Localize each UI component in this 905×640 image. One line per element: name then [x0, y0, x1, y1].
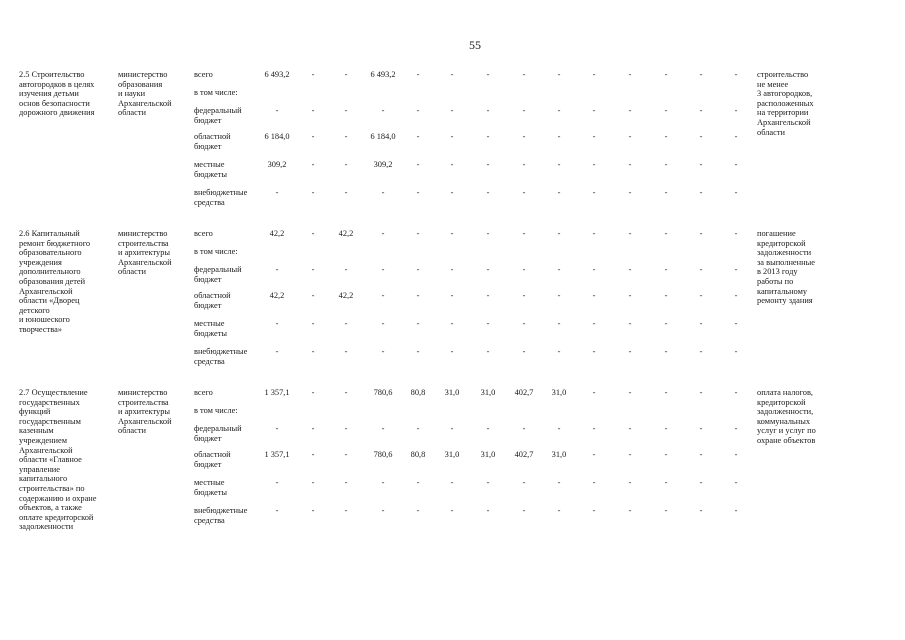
funding-source: всего [194, 388, 213, 397]
value-cell: - [734, 160, 738, 169]
value-cell: - [734, 70, 738, 79]
value-cell: - [592, 506, 596, 515]
value-cell: - [664, 188, 668, 197]
funding-source: в том числе: [194, 247, 238, 256]
value-cell: - [557, 506, 561, 515]
value-cell: - [664, 229, 668, 238]
value-cell: - [416, 160, 420, 169]
value-cell: - [734, 291, 738, 300]
value-cell: - [486, 229, 490, 238]
value-cell: - [381, 106, 385, 115]
value-cell: - [699, 265, 703, 274]
value-cell: - [416, 132, 420, 141]
value-cell: - [275, 506, 279, 515]
value-cell: - [734, 188, 738, 197]
value-cell: 42,2 [269, 291, 285, 300]
funding-source: местные бюджеты [194, 319, 228, 338]
value-cell: - [592, 347, 596, 356]
expected-result: погашение кредиторской задолженности за выполненные в 2013 году работы по капитальному ремонту здания [757, 229, 815, 306]
activity-title: 2.7 Осуществление государственных функций государственным казенным учреждением Архангельской области «Главное управление капитального строительства» по содержанию и охране объектов, а также оплате кредиторской задолженности [19, 388, 97, 532]
value-cell: - [628, 347, 632, 356]
value-cell: - [592, 388, 596, 397]
value-cell: - [699, 478, 703, 487]
value-cell: - [486, 188, 490, 197]
value-cell: - [592, 265, 596, 274]
value-cell: - [734, 229, 738, 238]
value-cell: - [450, 160, 454, 169]
value-cell: 309,2 [267, 160, 287, 169]
value-cell: - [311, 106, 315, 115]
value-cell: - [628, 506, 632, 515]
value-cell: - [699, 347, 703, 356]
value-cell: - [486, 106, 490, 115]
value-cell: - [311, 347, 315, 356]
value-cell: - [557, 188, 561, 197]
value-cell: - [734, 506, 738, 515]
value-cell: - [275, 188, 279, 197]
value-cell: - [628, 291, 632, 300]
value-cell: - [275, 478, 279, 487]
value-cell: - [275, 347, 279, 356]
value-cell: - [416, 424, 420, 433]
value-cell: - [486, 265, 490, 274]
value-cell: - [450, 229, 454, 238]
value-cell: - [344, 506, 348, 515]
value-cell: - [592, 450, 596, 459]
value-cell: - [275, 319, 279, 328]
funding-source: федеральный бюджет [194, 106, 242, 125]
value-cell: - [416, 506, 420, 515]
value-cell: - [592, 319, 596, 328]
value-cell: - [557, 347, 561, 356]
value-cell: - [450, 319, 454, 328]
value-cell: - [699, 319, 703, 328]
value-cell: - [486, 132, 490, 141]
value-cell: - [592, 70, 596, 79]
value-cell: - [486, 424, 490, 433]
funding-source: внебюджетные средства [194, 506, 248, 525]
value-cell: 42,2 [269, 229, 285, 238]
value-cell: - [522, 132, 526, 141]
value-cell: - [522, 424, 526, 433]
value-cell: 31,0 [551, 450, 567, 459]
value-cell: - [628, 478, 632, 487]
value-cell: - [344, 450, 348, 459]
value-cell: - [628, 450, 632, 459]
value-cell: - [311, 132, 315, 141]
value-cell: - [486, 319, 490, 328]
value-cell: 309,2 [373, 160, 393, 169]
value-cell: - [522, 265, 526, 274]
value-cell: - [275, 106, 279, 115]
value-cell: - [416, 106, 420, 115]
value-cell: - [450, 70, 454, 79]
page-number: 55 [469, 38, 481, 52]
value-cell: - [734, 265, 738, 274]
value-cell: - [734, 347, 738, 356]
value-cell: 402,7 [514, 450, 534, 459]
value-cell: 780,6 [373, 450, 393, 459]
value-cell: - [664, 424, 668, 433]
value-cell: - [522, 160, 526, 169]
value-cell: - [344, 106, 348, 115]
value-cell: - [381, 478, 385, 487]
value-cell: - [486, 478, 490, 487]
value-cell: - [344, 424, 348, 433]
value-cell: - [311, 478, 315, 487]
value-cell: - [664, 132, 668, 141]
value-cell: - [416, 347, 420, 356]
value-cell: - [628, 106, 632, 115]
value-cell: - [416, 265, 420, 274]
value-cell: - [486, 70, 490, 79]
value-cell: - [450, 424, 454, 433]
value-cell: - [664, 70, 668, 79]
value-cell: - [557, 106, 561, 115]
value-cell: - [311, 291, 315, 300]
value-cell: 1 357,1 [264, 388, 290, 397]
value-cell: - [416, 188, 420, 197]
value-cell: - [664, 450, 668, 459]
value-cell: - [450, 478, 454, 487]
value-cell: - [381, 291, 385, 300]
value-cell: - [486, 347, 490, 356]
value-cell: - [311, 424, 315, 433]
value-cell: - [628, 388, 632, 397]
activity-title: 2.5 Строительство автогородков в целях изучения детьми основ безопасности дорожного движения [19, 70, 95, 118]
value-cell: - [699, 506, 703, 515]
value-cell: - [664, 106, 668, 115]
value-cell: - [450, 106, 454, 115]
value-cell: - [699, 450, 703, 459]
value-cell: - [699, 229, 703, 238]
value-cell: 31,0 [480, 450, 496, 459]
value-cell: 780,6 [373, 388, 393, 397]
funding-source: в том числе: [194, 406, 238, 415]
value-cell: - [592, 160, 596, 169]
funding-source: местные бюджеты [194, 160, 228, 179]
value-cell: - [275, 424, 279, 433]
value-cell: - [522, 478, 526, 487]
value-cell: - [664, 265, 668, 274]
value-cell: - [628, 229, 632, 238]
value-cell: - [592, 291, 596, 300]
value-cell: - [522, 188, 526, 197]
value-cell: - [734, 319, 738, 328]
value-cell: 31,0 [480, 388, 496, 397]
value-cell: - [450, 347, 454, 356]
value-cell: 402,7 [514, 388, 534, 397]
value-cell: 1 357,1 [264, 450, 290, 459]
value-cell: 80,8 [410, 388, 426, 397]
value-cell: - [311, 450, 315, 459]
value-cell: - [699, 424, 703, 433]
value-cell: - [628, 70, 632, 79]
value-cell: 6 184,0 [370, 132, 396, 141]
value-cell: - [416, 229, 420, 238]
value-cell: - [381, 229, 385, 238]
value-cell: - [311, 229, 315, 238]
value-cell: - [664, 347, 668, 356]
funding-source: в том числе: [194, 88, 238, 97]
funding-source: всего [194, 70, 213, 79]
value-cell: - [450, 132, 454, 141]
value-cell: 6 493,2 [370, 70, 396, 79]
value-cell: - [311, 319, 315, 328]
value-cell: - [557, 132, 561, 141]
executor: министерство строительства и архитектуры Архангельской области [118, 388, 172, 436]
value-cell: - [311, 388, 315, 397]
funding-source: местные бюджеты [194, 478, 228, 497]
value-cell: - [522, 319, 526, 328]
value-cell: - [628, 265, 632, 274]
value-cell: - [381, 424, 385, 433]
value-cell: - [311, 506, 315, 515]
value-cell: - [344, 388, 348, 397]
funding-source: областной бюджет [194, 450, 231, 469]
value-cell: - [522, 291, 526, 300]
value-cell: - [311, 70, 315, 79]
value-cell: - [592, 229, 596, 238]
value-cell: - [486, 291, 490, 300]
value-cell: - [592, 424, 596, 433]
value-cell: - [381, 347, 385, 356]
value-cell: - [486, 506, 490, 515]
value-cell: - [699, 160, 703, 169]
value-cell: - [381, 319, 385, 328]
value-cell: - [557, 265, 561, 274]
value-cell: 42,2 [338, 229, 354, 238]
value-cell: - [344, 132, 348, 141]
value-cell: - [628, 160, 632, 169]
value-cell: - [734, 424, 738, 433]
value-cell: - [699, 388, 703, 397]
funding-source: федеральный бюджет [194, 424, 242, 443]
value-cell: - [522, 229, 526, 238]
value-cell: - [592, 188, 596, 197]
value-cell: - [734, 450, 738, 459]
value-cell: - [628, 319, 632, 328]
value-cell: - [557, 478, 561, 487]
value-cell: 31,0 [551, 388, 567, 397]
value-cell: - [311, 160, 315, 169]
value-cell: - [628, 132, 632, 141]
value-cell: - [557, 291, 561, 300]
value-cell: - [557, 319, 561, 328]
funding-source: внебюджетные средства [194, 347, 248, 366]
value-cell: - [699, 106, 703, 115]
value-cell: - [344, 265, 348, 274]
value-cell: - [734, 106, 738, 115]
value-cell: - [557, 160, 561, 169]
value-cell: - [416, 291, 420, 300]
value-cell: - [416, 478, 420, 487]
value-cell: - [664, 319, 668, 328]
value-cell: - [664, 506, 668, 515]
value-cell: - [450, 506, 454, 515]
value-cell: - [522, 106, 526, 115]
value-cell: - [344, 70, 348, 79]
funding-source: внебюджетные средства [194, 188, 248, 207]
value-cell: 6 184,0 [264, 132, 290, 141]
value-cell: - [628, 424, 632, 433]
value-cell: - [734, 478, 738, 487]
value-cell: - [311, 265, 315, 274]
value-cell: - [734, 388, 738, 397]
value-cell: - [275, 265, 279, 274]
value-cell: - [416, 70, 420, 79]
value-cell: - [344, 478, 348, 487]
value-cell: - [450, 265, 454, 274]
value-cell: - [522, 347, 526, 356]
value-cell: - [628, 188, 632, 197]
value-cell: - [557, 229, 561, 238]
funding-source: областной бюджет [194, 291, 231, 310]
value-cell: - [311, 188, 315, 197]
expected-result: строительство не менее 3 автогородков, расположенных на территории Архангельской области [757, 70, 814, 137]
value-cell: 31,0 [444, 450, 460, 459]
value-cell: - [522, 506, 526, 515]
value-cell: - [664, 291, 668, 300]
value-cell: - [344, 188, 348, 197]
value-cell: - [486, 160, 490, 169]
value-cell: - [699, 188, 703, 197]
value-cell: - [557, 70, 561, 79]
value-cell: 31,0 [444, 388, 460, 397]
value-cell: - [592, 106, 596, 115]
activity-title: 2.6 Капитальный ремонт бюджетного образовательного учреждения дополнительного образования детей Архангельской области «Дворец детского и юношеского творчества» [19, 229, 91, 334]
value-cell: - [664, 388, 668, 397]
value-cell: - [344, 319, 348, 328]
value-cell: - [664, 160, 668, 169]
value-cell: - [344, 347, 348, 356]
value-cell: - [381, 188, 385, 197]
value-cell: - [416, 319, 420, 328]
value-cell: - [734, 132, 738, 141]
funding-source: областной бюджет [194, 132, 231, 151]
value-cell: - [344, 160, 348, 169]
value-cell: - [592, 478, 596, 487]
value-cell: - [592, 132, 596, 141]
executor: министерство строительства и архитектуры Архангельской области [118, 229, 172, 277]
value-cell: - [381, 265, 385, 274]
expected-result: оплата налогов, кредиторской задолженности, коммунальных услуг и услуг по охране объектов [757, 388, 816, 445]
value-cell: - [557, 424, 561, 433]
value-cell: - [450, 188, 454, 197]
value-cell: - [450, 291, 454, 300]
value-cell: 42,2 [338, 291, 354, 300]
funding-source: всего [194, 229, 213, 238]
executor: министерство образования и науки Архангельской области [118, 70, 172, 118]
value-cell: - [664, 478, 668, 487]
value-cell: - [699, 70, 703, 79]
value-cell: - [381, 506, 385, 515]
value-cell: - [522, 70, 526, 79]
value-cell: 6 493,2 [264, 70, 290, 79]
value-cell: 80,8 [410, 450, 426, 459]
value-cell: - [699, 132, 703, 141]
value-cell: - [699, 291, 703, 300]
funding-source: федеральный бюджет [194, 265, 242, 284]
